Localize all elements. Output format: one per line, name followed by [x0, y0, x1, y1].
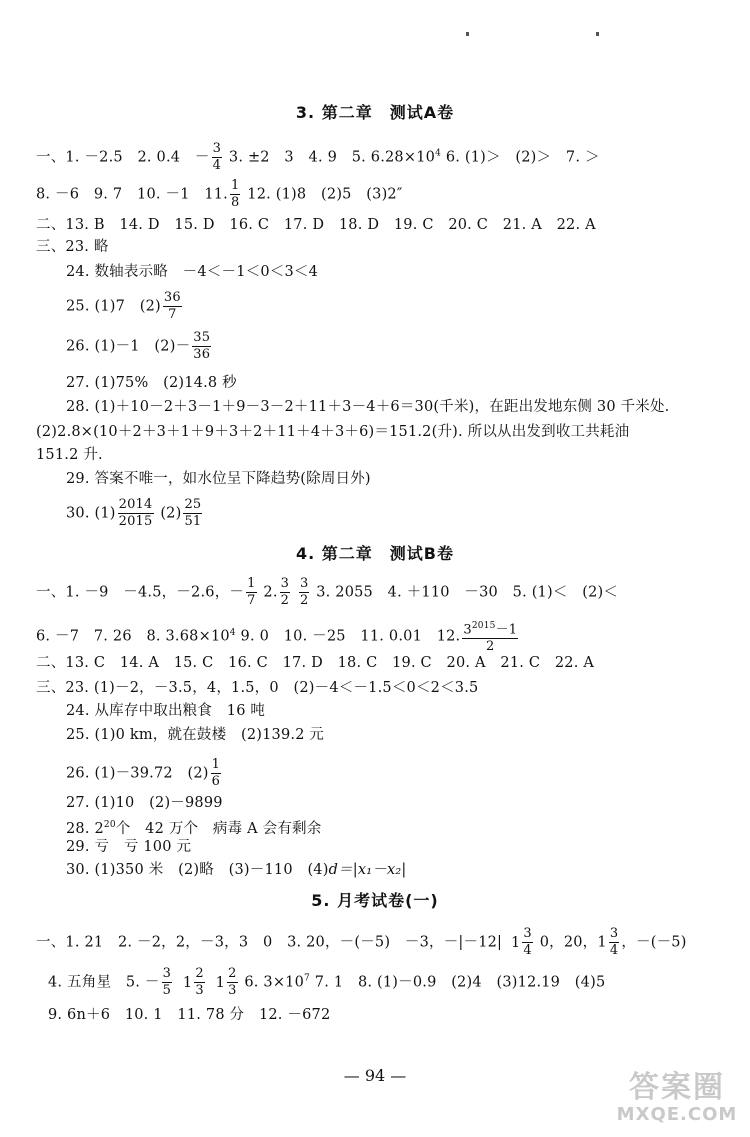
answer-line: 27. (1)75% (2)14.8 秒 [66, 375, 237, 391]
scan-mark [596, 32, 599, 36]
answer-line: 6. －7 7. 26 8. $3.68\times 10^4$ 9. 0 10. －25 11. 0.01 12. $\frac{3^{2015}-1}{2}$ [36, 618, 520, 655]
answer-line: 25. (1)0 km，就在鼓楼 (2)139.2 元 [66, 727, 325, 743]
fraction: $\frac{3}{2}$ [299, 576, 309, 608]
answer-line: 30. (1) $\frac{2014}{2015}$ (2) $\frac{25}{51}$ [66, 497, 202, 529]
answer-line: 4. 五角星 5. － $\frac{3}{5}$ 1 $\frac{2}{3}$ 1 $\frac{2}{3}$ 6. $3\times 10^7$ 7. 1 8. (1)－0.9 (2)4 (3)12.19 (4)5 [48, 966, 606, 998]
answer-line: 8. －6 9. 7 10. －1 11. $\frac{1}{8}$ 12. (1)8 (2)5 (3)2″ [36, 178, 403, 210]
fraction: $\frac{1}{6}$ [211, 757, 221, 789]
fraction: $\frac{3}{4}$ [523, 926, 532, 958]
answer-line: 151.2 升. [36, 447, 103, 463]
answer-line: 25. (1)7 (2) $\frac{36}{7}$ [66, 290, 181, 322]
answer-line: 三、23. 略 [36, 239, 109, 255]
answer-line: 9. 6n＋6 10. 1 11. 78 分 12. －672 [48, 1007, 331, 1023]
answer-line: 24. 从库存中取出粮食 16 吨 [66, 703, 266, 719]
fraction: $\frac{1}{8}$ [231, 178, 240, 210]
section-title: 3. 第二章 测试A卷 [295, 103, 455, 122]
fraction: $\frac{1}{7}$ [247, 576, 256, 608]
answer-line: 三、23. (1)－2，－3.5，4，1.5，0 (2)－4＜－1.5＜0＜2＜3.5 [36, 680, 479, 696]
fraction: $\frac{36}{7}$ [163, 290, 181, 322]
fraction: $\frac{25}{51}$ [184, 497, 202, 529]
answer-line: 26. (1)－39.72 (2) $\frac{1}{6}$ [66, 757, 221, 789]
fraction: $\frac{3}{5}$ [162, 966, 172, 998]
fraction: $\frac{2014}{2015}$ [118, 497, 153, 529]
answer-line: 一、1. －9 －4.5，－2.6，－ $\frac{1}{7}$ 2. $\frac{3}{2}$ $\frac{3}{2}$ 3. 2055 4. ＋110 －30 5. (1)＜ (2)＜ [36, 576, 619, 608]
page-number: — 94 — [343, 1066, 407, 1085]
answer-line: 二、13. C 14. A 15. C 16. C 17. D 18. C 19. C 20. A 21. C 22. A [36, 655, 594, 671]
scan-mark [466, 32, 469, 36]
fraction: $\frac{35}{36}$ [193, 330, 211, 362]
fraction: $\frac{3^{2015}-1}{2}$ [462, 618, 518, 655]
answer-line: 28. (1)＋10－2＋3－1＋9－3－2＋11＋3－4＋6＝30(千米)，在距出发地东侧 30 千米处. [66, 399, 670, 415]
answer-line: 29. 答案不唯一，如水位呈下降趋势(除周日外) [66, 471, 371, 487]
fraction: $\frac{3}{4}$ [212, 141, 222, 173]
fraction: $\frac{3}{4}$ [609, 926, 619, 958]
answer-line: 26. (1)－1 (2)－ $\frac{35}{36}$ [66, 330, 211, 362]
answer-line: 24. 数轴表示略 －4＜－1＜0＜3＜4 [66, 264, 318, 280]
fraction: $\frac{2}{3}$ [228, 966, 237, 998]
fraction: $\frac{3}{2}$ [280, 576, 290, 608]
section-title: 4. 第二章 测试B卷 [296, 544, 454, 563]
section-title: 5. 月考试卷(一) [311, 891, 439, 910]
answer-line: 30. (1)350 米 (2)略 (3)－110 (4)d＝|x₁－x₂| [66, 862, 407, 878]
answer-line: 27. (1)10 (2)－9899 [66, 795, 223, 811]
answer-line: (2)2.8×(10＋2＋3＋1＋9＋3＋2＋11＋4＋3＋6)＝151.2(升). 所以从出发到收工共耗油 [36, 424, 630, 440]
answer-line: 29. 亏 亏 100 元 [66, 839, 192, 855]
answer-line: 一、1. －2.5 2. 0.4 － $\frac{3}{4}$ 3. ±2 3 4. 9 5. $6.28\times 10^4$ 6. (1)＞ (2)＞ 7. ＞ [36, 141, 600, 173]
answer-line: 二、13. B 14. D 15. D 16. C 17. D 18. D 19. C 20. C 21. A 22. A [36, 217, 596, 233]
answer-line: 28. $2^{20}$个 42 万个 病毒 A 会有剩余 [66, 820, 322, 837]
watermark-logo: 答案圈 MXQE.COM [616, 1070, 738, 1125]
answer-line: 一、1. 21 2. －2，2，－3，3 0 3. 20，－(－5) －3，－|－12| 1 $\frac{3}{4}$ 0，20，1 $\frac{3}{4}$ ，－(－5) [36, 926, 687, 958]
fraction: $\frac{2}{3}$ [195, 966, 204, 998]
